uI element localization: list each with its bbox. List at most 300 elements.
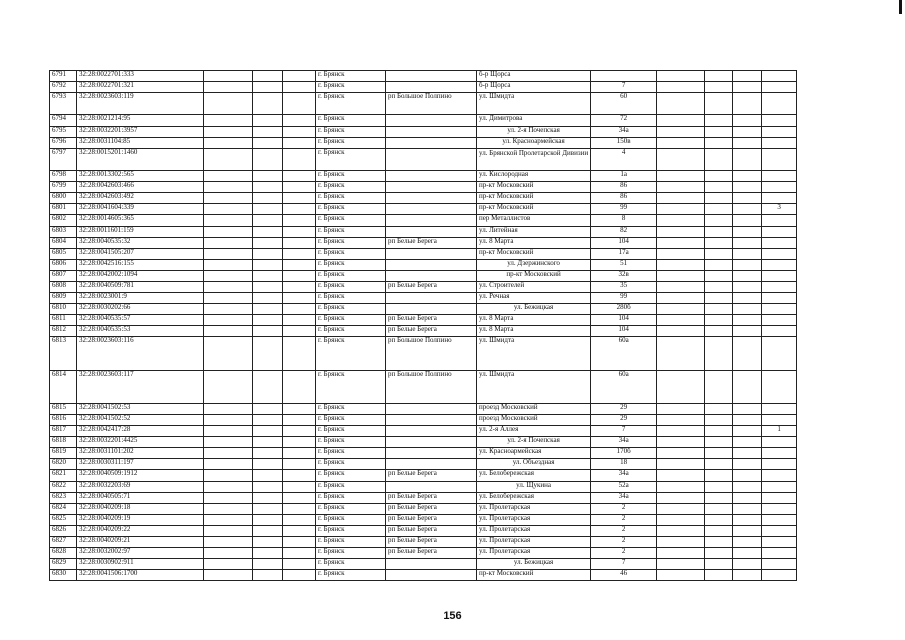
empty-cell — [733, 525, 762, 536]
apartment-cell — [762, 525, 797, 536]
empty-cell — [705, 315, 733, 326]
house-number-cell: 34а — [591, 437, 657, 448]
cadastral-number-cell: 32:28:0021214:95 — [77, 115, 204, 126]
street-cell: ул. Бежицкая — [477, 304, 591, 315]
row-number-cell: 6824 — [50, 503, 77, 514]
empty-cell — [733, 259, 762, 270]
cadastral-number-cell: 32:28:0040209:19 — [77, 514, 204, 525]
empty-cell — [253, 215, 283, 226]
city-cell: г. Брянск — [316, 282, 386, 293]
apartment-cell — [762, 282, 797, 293]
cadastral-number-cell: 32:28:0023001:9 — [77, 293, 204, 304]
street-cell: пр-кт Московский — [477, 204, 591, 215]
city-cell: г. Брянск — [316, 570, 386, 581]
street-cell: б-р Щорса — [477, 82, 591, 93]
empty-cell — [283, 370, 316, 403]
row-number-cell: 6817 — [50, 426, 77, 437]
table-row — [50, 293, 797, 304]
cadastral-number-cell: 32:28:0042002:1094 — [77, 270, 204, 281]
row-number-cell: 6792 — [50, 82, 77, 93]
empty-cell — [657, 370, 705, 403]
empty-cell — [283, 148, 316, 170]
cadastral-number-cell: 32:28:0042603:492 — [77, 193, 204, 204]
empty-cell — [657, 304, 705, 315]
cadastral-number-cell: 32:28:0040209:22 — [77, 525, 204, 536]
empty-cell — [657, 71, 705, 82]
settlement-cell — [386, 426, 477, 437]
row-number-cell: 6813 — [50, 337, 77, 370]
empty-cell — [283, 215, 316, 226]
empty-cell — [733, 270, 762, 281]
settlement-cell — [386, 82, 477, 93]
house-number-cell: 8 — [591, 215, 657, 226]
cadastral-number-cell: 32:28:0040509:1912 — [77, 470, 204, 481]
empty-cell — [253, 126, 283, 137]
house-number-cell: 2 — [591, 503, 657, 514]
empty-cell — [657, 293, 705, 304]
house-number-cell: 4 — [591, 148, 657, 170]
empty-cell — [733, 71, 762, 82]
settlement-cell: рп Белые Берега — [386, 492, 477, 503]
street-cell: ул. 2-я Почепская — [477, 126, 591, 137]
street-cell: ул. Брянской Пролетарской Дивизии — [477, 148, 591, 170]
city-cell: г. Брянск — [316, 270, 386, 281]
house-number-cell: 104 — [591, 326, 657, 337]
street-cell: пр-кт Московский — [477, 270, 591, 281]
empty-cell — [705, 559, 733, 570]
property-registry-table — [49, 70, 797, 581]
empty-cell — [657, 182, 705, 193]
empty-cell — [204, 259, 253, 270]
table-row — [50, 148, 797, 170]
empty-cell — [657, 171, 705, 182]
apartment-cell: 1 — [762, 426, 797, 437]
empty-cell — [253, 259, 283, 270]
empty-cell — [733, 470, 762, 481]
empty-cell — [657, 115, 705, 126]
house-number-cell — [591, 71, 657, 82]
empty-cell — [253, 481, 283, 492]
settlement-cell: рп Белые Берега — [386, 470, 477, 481]
empty-cell — [657, 282, 705, 293]
empty-cell — [705, 426, 733, 437]
empty-cell — [283, 414, 316, 425]
empty-cell — [733, 326, 762, 337]
empty-cell — [705, 171, 733, 182]
empty-cell — [705, 71, 733, 82]
table-row — [50, 237, 797, 248]
empty-cell — [705, 414, 733, 425]
empty-cell — [705, 137, 733, 148]
empty-cell — [204, 304, 253, 315]
city-cell: г. Брянск — [316, 492, 386, 503]
empty-cell — [733, 370, 762, 403]
row-number-cell: 6798 — [50, 171, 77, 182]
empty-cell — [204, 82, 253, 93]
empty-cell — [705, 226, 733, 237]
empty-cell — [204, 137, 253, 148]
empty-cell — [733, 115, 762, 126]
row-number-cell: 6808 — [50, 282, 77, 293]
apartment-cell — [762, 570, 797, 581]
empty-cell — [253, 536, 283, 547]
empty-cell — [253, 559, 283, 570]
cadastral-number-cell: 32:28:0032002:97 — [77, 548, 204, 559]
settlement-cell: рп Белые Берега — [386, 525, 477, 536]
empty-cell — [283, 514, 316, 525]
house-number-cell: 7 — [591, 426, 657, 437]
cadastral-number-cell: 32:28:0030902:911 — [77, 559, 204, 570]
empty-cell — [733, 448, 762, 459]
empty-cell — [283, 115, 316, 126]
house-number-cell: 86 — [591, 193, 657, 204]
table-row — [50, 470, 797, 481]
empty-cell — [657, 448, 705, 459]
row-number-cell: 6828 — [50, 548, 77, 559]
empty-cell — [204, 71, 253, 82]
empty-cell — [657, 226, 705, 237]
row-number-cell: 6821 — [50, 470, 77, 481]
city-cell: г. Брянск — [316, 226, 386, 237]
cadastral-number-cell: 32:28:0040509:781 — [77, 282, 204, 293]
empty-cell — [705, 182, 733, 193]
empty-cell — [283, 548, 316, 559]
cadastral-number-cell: 32:28:0023603:119 — [77, 93, 204, 115]
empty-cell — [705, 304, 733, 315]
settlement-cell — [386, 193, 477, 204]
cadastral-number-cell: 32:28:0040505:71 — [77, 492, 204, 503]
empty-cell — [253, 282, 283, 293]
empty-cell — [204, 326, 253, 337]
row-number-cell: 6799 — [50, 182, 77, 193]
settlement-cell — [386, 293, 477, 304]
row-number-cell: 6797 — [50, 148, 77, 170]
city-cell: г. Брянск — [316, 370, 386, 403]
empty-cell — [733, 304, 762, 315]
row-number-cell: 6816 — [50, 414, 77, 425]
house-number-cell: 34а — [591, 470, 657, 481]
empty-cell — [253, 448, 283, 459]
empty-cell — [705, 82, 733, 93]
empty-cell — [283, 137, 316, 148]
empty-cell — [657, 248, 705, 259]
empty-cell — [283, 459, 316, 470]
cadastral-number-cell: 32:28:0042417:28 — [77, 426, 204, 437]
empty-cell — [204, 215, 253, 226]
empty-cell — [657, 337, 705, 370]
house-number-cell: 82 — [591, 226, 657, 237]
empty-cell — [204, 148, 253, 170]
empty-cell — [733, 126, 762, 137]
city-cell: г. Брянск — [316, 426, 386, 437]
table-row — [50, 126, 797, 137]
table-row — [50, 93, 797, 115]
table-row — [50, 248, 797, 259]
table-row — [50, 570, 797, 581]
settlement-cell — [386, 126, 477, 137]
empty-cell — [283, 559, 316, 570]
street-cell: пр-кт Московский — [477, 248, 591, 259]
city-cell: г. Брянск — [316, 437, 386, 448]
row-number-cell: 6818 — [50, 437, 77, 448]
cadastral-number-cell: 32:28:0042516:155 — [77, 259, 204, 270]
apartment-cell — [762, 326, 797, 337]
table-row — [50, 403, 797, 414]
empty-cell — [733, 315, 762, 326]
empty-cell — [253, 293, 283, 304]
city-cell: г. Брянск — [316, 315, 386, 326]
row-number-cell: 6825 — [50, 514, 77, 525]
empty-cell — [657, 204, 705, 215]
table-row — [50, 304, 797, 315]
empty-cell — [733, 93, 762, 115]
empty-cell — [705, 93, 733, 115]
empty-cell — [283, 503, 316, 514]
city-cell: г. Брянск — [316, 71, 386, 82]
house-number-cell: 32в — [591, 270, 657, 281]
city-cell: г. Брянск — [316, 248, 386, 259]
empty-cell — [283, 126, 316, 137]
empty-cell — [204, 403, 253, 414]
empty-cell — [705, 293, 733, 304]
empty-cell — [253, 237, 283, 248]
empty-cell — [253, 570, 283, 581]
empty-cell — [705, 115, 733, 126]
street-cell: ул. Объездная — [477, 459, 591, 470]
cadastral-number-cell: 32:28:0032201:3957 — [77, 126, 204, 137]
city-cell: г. Брянск — [316, 337, 386, 370]
table-row — [50, 259, 797, 270]
street-cell: ул. Шмидта — [477, 337, 591, 370]
table-row — [50, 426, 797, 437]
house-number-cell: 29 — [591, 403, 657, 414]
street-cell: ул. Речная — [477, 293, 591, 304]
street-cell: ул. 2-я Аллея — [477, 426, 591, 437]
apartment-cell — [762, 470, 797, 481]
apartment-cell — [762, 293, 797, 304]
empty-cell — [204, 503, 253, 514]
row-number-cell: 6812 — [50, 326, 77, 337]
city-cell: г. Брянск — [316, 171, 386, 182]
settlement-cell: рп Белые Берега — [386, 548, 477, 559]
empty-cell — [705, 403, 733, 414]
empty-cell — [657, 270, 705, 281]
empty-cell — [204, 437, 253, 448]
row-number-cell: 6822 — [50, 481, 77, 492]
city-cell: г. Брянск — [316, 93, 386, 115]
apartment-cell — [762, 437, 797, 448]
cadastral-number-cell: 32:28:0032203:69 — [77, 481, 204, 492]
empty-cell — [283, 259, 316, 270]
cadastral-number-cell: 32:28:0022701:321 — [77, 82, 204, 93]
empty-cell — [733, 403, 762, 414]
settlement-cell — [386, 270, 477, 281]
city-cell: г. Брянск — [316, 293, 386, 304]
apartment-cell — [762, 137, 797, 148]
table-row — [50, 282, 797, 293]
apartment-cell — [762, 559, 797, 570]
cadastral-number-cell: 32:28:0030202:66 — [77, 304, 204, 315]
row-number-cell: 6826 — [50, 525, 77, 536]
apartment-cell — [762, 481, 797, 492]
row-number-cell: 6802 — [50, 215, 77, 226]
empty-cell — [204, 548, 253, 559]
street-cell: ул. Пролетарская — [477, 525, 591, 536]
house-number-cell: 35 — [591, 282, 657, 293]
cadastral-number-cell: 32:28:0041502:53 — [77, 403, 204, 414]
apartment-cell — [762, 492, 797, 503]
empty-cell — [204, 559, 253, 570]
row-number-cell: 6803 — [50, 226, 77, 237]
empty-cell — [253, 226, 283, 237]
empty-cell — [733, 182, 762, 193]
city-cell: г. Брянск — [316, 259, 386, 270]
empty-cell — [253, 503, 283, 514]
row-number-cell: 6814 — [50, 370, 77, 403]
street-cell: пер Металлистов — [477, 215, 591, 226]
empty-cell — [253, 71, 283, 82]
table-row — [50, 514, 797, 525]
empty-cell — [283, 71, 316, 82]
empty-cell — [705, 503, 733, 514]
table-row — [50, 448, 797, 459]
apartment-cell — [762, 459, 797, 470]
empty-cell — [204, 514, 253, 525]
apartment-cell — [762, 403, 797, 414]
street-cell: ул. Димитрова — [477, 115, 591, 126]
empty-cell — [733, 137, 762, 148]
empty-cell — [253, 82, 283, 93]
empty-cell — [657, 426, 705, 437]
empty-cell — [733, 414, 762, 425]
table-row — [50, 548, 797, 559]
empty-cell — [657, 215, 705, 226]
settlement-cell — [386, 148, 477, 170]
apartment-cell — [762, 270, 797, 281]
empty-cell — [705, 204, 733, 215]
empty-cell — [204, 115, 253, 126]
house-number-cell: 86 — [591, 182, 657, 193]
empty-cell — [733, 559, 762, 570]
empty-cell — [283, 536, 316, 547]
empty-cell — [657, 514, 705, 525]
cadastral-number-cell: 32:28:0040535:32 — [77, 237, 204, 248]
empty-cell — [733, 503, 762, 514]
cadastral-number-cell: 32:28:0040209:21 — [77, 536, 204, 547]
house-number-cell: 2 — [591, 514, 657, 525]
house-number-cell: 2 — [591, 548, 657, 559]
settlement-cell: рп Белые Берега — [386, 536, 477, 547]
street-cell: ул. 2-я Почепская — [477, 437, 591, 448]
empty-cell — [705, 370, 733, 403]
settlement-cell: рп Белые Берега — [386, 282, 477, 293]
street-cell: пр-кт Московский — [477, 570, 591, 581]
empty-cell — [733, 459, 762, 470]
city-cell: г. Брянск — [316, 215, 386, 226]
empty-cell — [657, 437, 705, 448]
empty-cell — [283, 448, 316, 459]
table-row — [50, 204, 797, 215]
apartment-cell — [762, 337, 797, 370]
empty-cell — [657, 315, 705, 326]
table-row — [50, 437, 797, 448]
empty-cell — [253, 470, 283, 481]
empty-cell — [204, 525, 253, 536]
empty-cell — [733, 570, 762, 581]
row-number-cell: 6793 — [50, 93, 77, 115]
settlement-cell — [386, 459, 477, 470]
empty-cell — [657, 481, 705, 492]
house-number-cell: 170б — [591, 448, 657, 459]
cadastral-number-cell: 32:28:0013302:565 — [77, 171, 204, 182]
empty-cell — [283, 248, 316, 259]
empty-cell — [705, 259, 733, 270]
city-cell: г. Брянск — [316, 304, 386, 315]
street-cell: ул. Пролетарская — [477, 503, 591, 514]
table-row — [50, 492, 797, 503]
settlement-cell — [386, 71, 477, 82]
street-cell: ул. Строителей — [477, 282, 591, 293]
row-number-cell: 6823 — [50, 492, 77, 503]
empty-cell — [705, 437, 733, 448]
empty-cell — [283, 481, 316, 492]
empty-cell — [204, 448, 253, 459]
empty-cell — [253, 426, 283, 437]
empty-cell — [733, 226, 762, 237]
row-number-cell: 6795 — [50, 126, 77, 137]
city-cell: г. Брянск — [316, 470, 386, 481]
empty-cell — [253, 193, 283, 204]
table-row — [50, 71, 797, 82]
empty-cell — [283, 525, 316, 536]
empty-cell — [204, 492, 253, 503]
empty-cell — [253, 459, 283, 470]
cadastral-number-cell: 32:28:0032201:4425 — [77, 437, 204, 448]
house-number-cell: 7 — [591, 82, 657, 93]
empty-cell — [657, 536, 705, 547]
empty-cell — [733, 204, 762, 215]
street-cell: ул. 8 Марта — [477, 237, 591, 248]
empty-cell — [657, 559, 705, 570]
street-cell: пр-кт Московский — [477, 193, 591, 204]
empty-cell — [705, 492, 733, 503]
empty-cell — [253, 370, 283, 403]
settlement-cell: рп Большое Полпино — [386, 93, 477, 115]
house-number-cell: 72 — [591, 115, 657, 126]
cadastral-number-cell: 32:28:0040535:57 — [77, 315, 204, 326]
table-row — [50, 525, 797, 536]
street-cell: проезд Московский — [477, 414, 591, 425]
empty-cell — [204, 536, 253, 547]
empty-cell — [657, 82, 705, 93]
empty-cell — [657, 237, 705, 248]
empty-cell — [733, 481, 762, 492]
empty-cell — [253, 248, 283, 259]
apartment-cell — [762, 226, 797, 237]
empty-cell — [705, 470, 733, 481]
row-number-cell: 6796 — [50, 137, 77, 148]
street-cell: ул. Пролетарская — [477, 548, 591, 559]
apartment-cell — [762, 248, 797, 259]
empty-cell — [283, 82, 316, 93]
apartment-cell — [762, 182, 797, 193]
empty-cell — [283, 326, 316, 337]
house-number-cell: 280б — [591, 304, 657, 315]
empty-cell — [204, 315, 253, 326]
apartment-cell — [762, 171, 797, 182]
empty-cell — [283, 282, 316, 293]
empty-cell — [733, 548, 762, 559]
